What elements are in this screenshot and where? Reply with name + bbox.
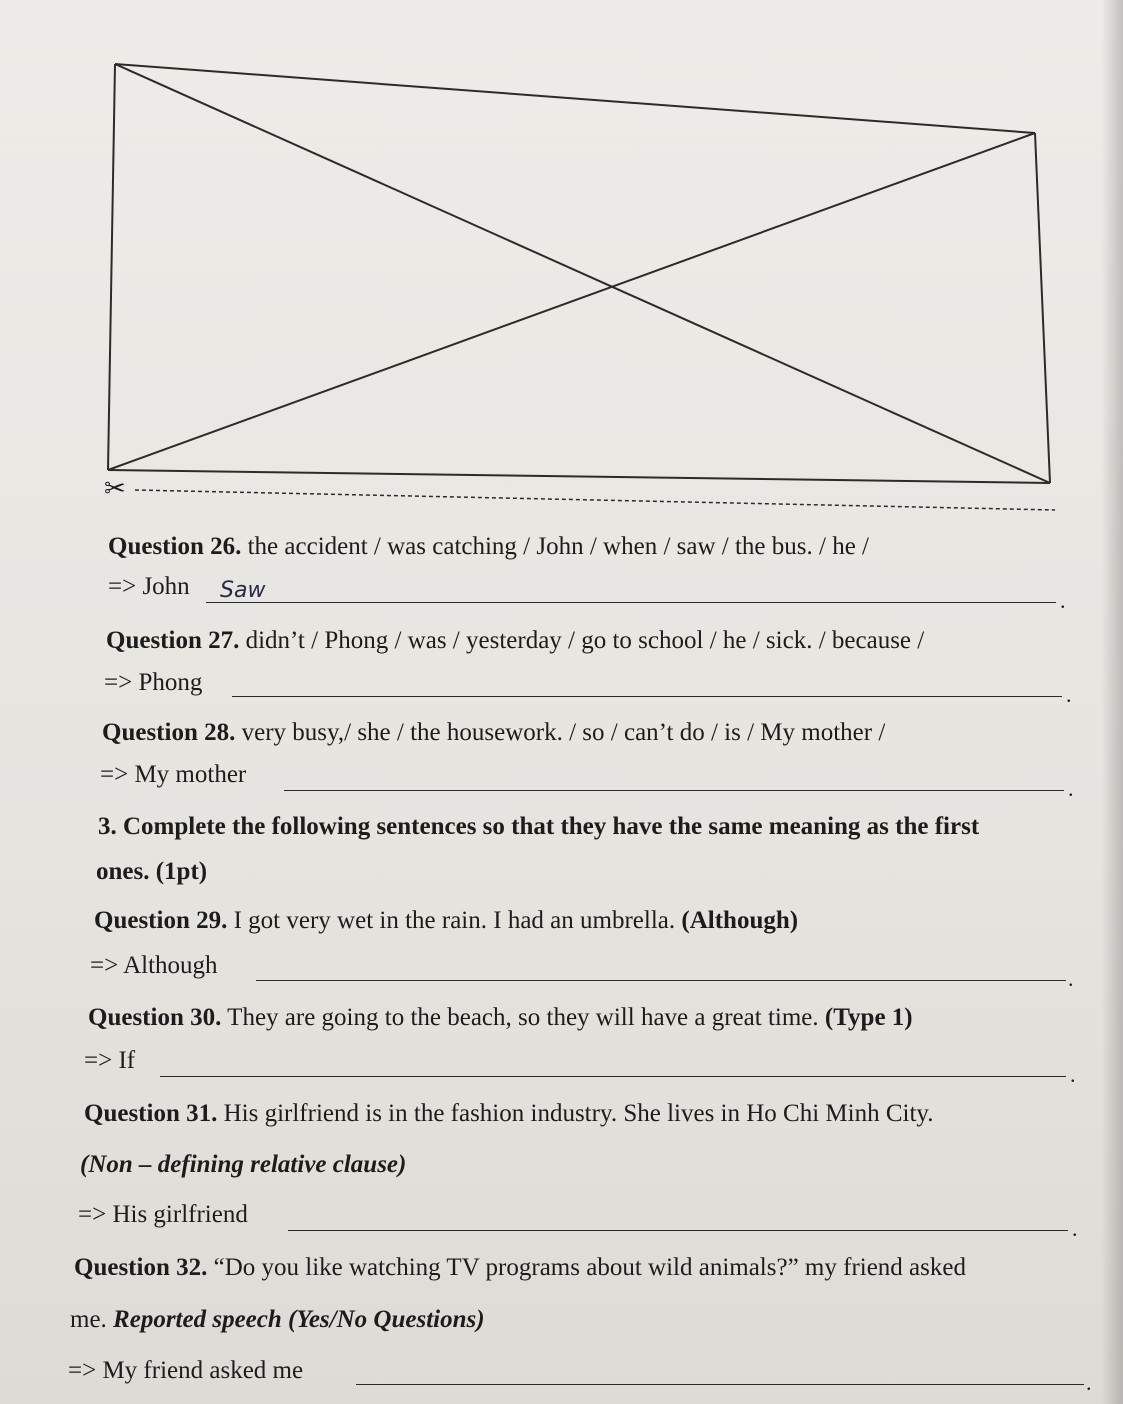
box-diagonal-2	[108, 133, 1035, 470]
question-prompt: His girlfriend is in the fashion industry. She lives in Ho Chi Minh City.	[223, 1100, 934, 1127]
question-hint: (Although)	[681, 907, 799, 934]
box-bottom-edge	[108, 470, 1050, 483]
question-28	[102, 718, 885, 748]
answer-prefix-26: => John	[108, 573, 190, 600]
question-prompt-cont: me.	[70, 1306, 107, 1333]
answer-blank-28[interactable]	[284, 790, 1064, 791]
question-hint-31: (Non – defining relative clause)	[80, 1151, 407, 1178]
question-27	[106, 626, 924, 656]
answer-prefix-31: => His girlfriend	[78, 1201, 248, 1228]
question-label: Question 28.	[102, 719, 236, 746]
answer-period-29: .	[1068, 966, 1074, 991]
answer-period-31: .	[1072, 1216, 1078, 1241]
answer-blank-27[interactable]	[232, 696, 1062, 697]
question-prompt: the accident / was catching / John / when / saw / the bus. / he /	[247, 533, 869, 560]
box-diagonal-1	[115, 64, 1050, 483]
question-29	[94, 906, 798, 936]
handwritten-answer-26: Saw	[220, 578, 266, 603]
cut-dashed-line	[135, 490, 1055, 510]
answer-blank-26[interactable]	[206, 602, 1056, 603]
question-label: Question 32.	[74, 1254, 208, 1281]
question-label: Question 31.	[84, 1100, 218, 1127]
question-prompt: They are going to the beach, so they will have a great time.	[227, 1004, 819, 1031]
answer-blank-29[interactable]	[256, 980, 1066, 981]
answer-prefix-32: => My friend asked me	[68, 1357, 304, 1384]
answer-prefix-27: => Phong	[104, 669, 203, 696]
box-left-edge	[108, 64, 115, 470]
answer-prefix-29: => Although	[90, 952, 218, 979]
question-prompt: I got very wet in the rain. I had an umbrella.	[233, 907, 676, 934]
answer-blank-30[interactable]	[160, 1076, 1066, 1077]
question-label: Question 29.	[94, 907, 228, 934]
question-prompt: “Do you like watching TV programs about wild animals?” my friend asked	[213, 1254, 966, 1281]
answer-blank-31[interactable]	[288, 1230, 1068, 1231]
answer-period-28: .	[1068, 776, 1074, 801]
box-top-edge	[115, 64, 1035, 133]
question-31	[84, 1099, 934, 1129]
section-3-title-cont: ones. (1pt)	[96, 858, 208, 885]
question-label: Question 27.	[106, 627, 240, 654]
question-prompt: didn’t / Phong / was / yesterday / go to school / he / sick. / because /	[245, 627, 925, 654]
question-hint: (Type 1)	[824, 1004, 913, 1031]
crossed-out-image-box	[0, 0, 1123, 520]
answer-prefix-28: => My mother	[100, 761, 247, 788]
question-label: Question 26.	[108, 533, 242, 560]
question-32	[74, 1253, 966, 1283]
answer-period-30: .	[1070, 1062, 1076, 1087]
answer-period-32: .	[1086, 1370, 1092, 1395]
question-label: Question 30.	[88, 1004, 222, 1031]
question-prompt: very busy,/ she / the housework. / so / can’t do / is / My mother /	[241, 719, 886, 746]
answer-blank-32[interactable]	[356, 1384, 1084, 1385]
question-30	[88, 1003, 913, 1033]
question-32-cont	[70, 1305, 485, 1335]
section-3-title: 3. Complete the following sentences so that they have the same meaning as the first	[98, 813, 980, 840]
answer-period-26: .	[1060, 588, 1066, 613]
scissors-icon: ✂	[104, 474, 126, 503]
box-right-edge	[1035, 133, 1050, 483]
question-26	[108, 532, 869, 562]
answer-prefix-30: => If	[84, 1047, 136, 1074]
answer-period-27: .	[1066, 682, 1072, 707]
question-hint: Reported speech (Yes/No Questions)	[113, 1306, 485, 1333]
